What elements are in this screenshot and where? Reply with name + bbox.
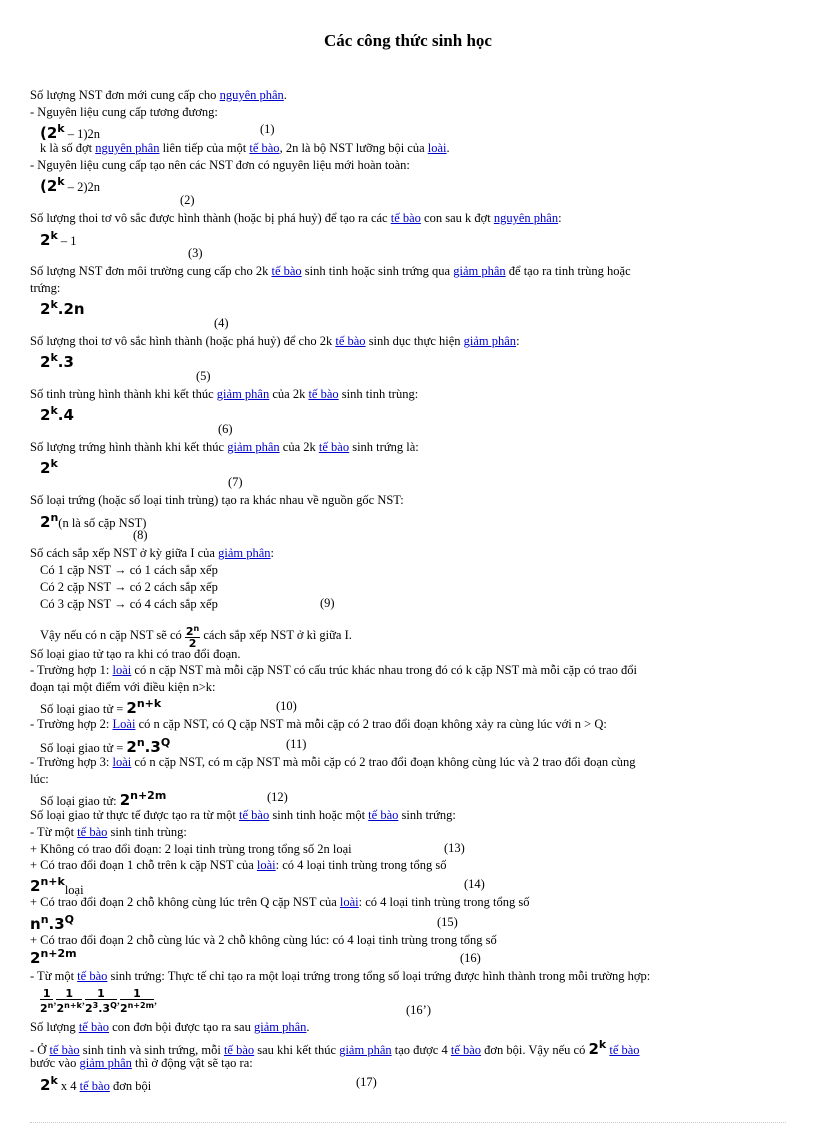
fraction-2n-over-2: $\frac{2^n}{2}$ xyxy=(185,624,200,651)
link-loai[interactable]: loài xyxy=(339,895,359,909)
line-khong-trao-doi: + Không có trao đổi đoạn: 2 loại tinh trùng trong tổng số 2n loại xyxy=(30,842,352,856)
formula-16: $2^{n+2m}$ xyxy=(30,947,77,967)
link-te-bao[interactable]: tế bào xyxy=(368,808,399,822)
fraction-1-over-2nk: $\frac{1}{2^{n+k}}$ xyxy=(56,987,82,1016)
line-o-te-bao: - Ở tế bào sinh tinh và sinh trứng, mỗi tế bào sau khi kết thúc giảm phân tạo được 4 tế bào đơn bội. Vậy nếu có 2$^k$ tế bào xyxy=(30,1038,640,1058)
link-loai[interactable]: loài xyxy=(427,141,447,155)
formula-11: Số loại giao tử = $2^n.3^Q$ xyxy=(40,736,171,756)
line-case-2: Có 2 cặp NST → có 2 cách sắp xếp xyxy=(40,580,218,594)
link-loai[interactable]: loài xyxy=(256,858,276,872)
formula-4: 2$^k$.3 xyxy=(40,351,74,371)
line-giao-tu-trao-doi: Số loại giao tử tạo ra khi có trao đổi đoạn. xyxy=(30,647,241,661)
link-te-bao[interactable]: tế bào xyxy=(450,1043,482,1057)
link-te-bao[interactable]: tế bào xyxy=(271,264,302,278)
eq-number-16b: (16’) xyxy=(406,1003,431,1017)
formula-2: 2$^k$ – 1 xyxy=(40,229,77,249)
line-thoi-to-sinh-duc: Số lượng thoi tơ vô sắc hình thành (hoặc phá huỷ) để cho 2k tế bào sinh dục thực hiện giảm phân: xyxy=(30,334,520,348)
line-truong-hop-1b: đoạn tại một điểm với điều kiện n>k: xyxy=(30,680,216,694)
link-loai[interactable]: loài xyxy=(112,663,132,677)
formula-1b: (2$^k$ – 2)2n xyxy=(40,175,101,195)
link-nguyen-phan[interactable]: nguyên phân xyxy=(493,211,559,225)
link-te-bao[interactable]: tế bào xyxy=(223,1043,255,1057)
line-truong-hop-3: - Trường hợp 3: loài có n cặp NST, có m cặp NST mà mỗi cặp có 2 trao đổi đoạn không cùng lúc và 2 trao đổi đoạn cùng xyxy=(30,755,636,769)
line-tu-mot-te-bao: - Từ một tế bào sinh tinh trùng: xyxy=(30,825,187,839)
link-giam-phan[interactable]: giảm phân xyxy=(216,387,270,401)
formula-3: 2$^k$.2n xyxy=(40,298,85,318)
eq-number-12: (12) xyxy=(267,790,288,804)
eq-number-14: (14) xyxy=(464,877,485,891)
fraction-1-over-23-3q: $\frac{1}{2^3.3^Q}$ xyxy=(84,987,117,1016)
page-title: Các công thức sinh học xyxy=(324,31,492,50)
eq-number-10: (10) xyxy=(276,699,297,713)
eq-number-3: (3) xyxy=(188,246,203,260)
line-nst-moi-truong: Số lượng NST đơn môi trường cung cấp cho 2k tế bào sinh tinh hoặc sinh trứng qua giảm phân để tạo ra tinh trùng hoặc xyxy=(30,264,631,278)
link-giam-phan[interactable]: giảm phân xyxy=(253,1020,307,1034)
link-te-bao[interactable]: tế bào xyxy=(318,440,350,454)
line-nst-count: Số lượng NST đơn mới cung cấp cho nguyên phân. xyxy=(30,88,287,102)
link-te-bao[interactable]: tế bào xyxy=(77,969,108,983)
line-tu-mot-te-bao-trung: - Từ một tế bào sinh trứng: Thực tế chỉ tạo ra một loại trứng trong tổng số loại trứng được hình thành trong mỗi trường hợp: xyxy=(30,969,651,983)
eq-number-6: (6) xyxy=(218,422,233,436)
formula-12: Số loại giao tử: $2^{n+2m}$ xyxy=(40,789,167,809)
line-sap-xep: Số cách sắp xếp NST ở kỳ giữa I của giảm phân: xyxy=(30,546,275,560)
link-te-bao[interactable]: tế bào xyxy=(390,211,421,225)
formula-1: (2$^k$ – 1)2n xyxy=(40,122,101,142)
line-case-1: Có 1 cặp NST → có 1 cách sắp xếp xyxy=(40,563,218,577)
line-vay-neu: Vậy nếu có n cặp NST sẽ có $\frac{2^n}{2}$ cách sắp xếp NST ở kì giữa I. xyxy=(40,624,352,651)
line-trung: trứng: xyxy=(30,281,61,295)
link-te-bao[interactable]: tế bào xyxy=(49,1043,80,1057)
link-loai-cap[interactable]: Loài xyxy=(112,717,136,731)
eq-number-1: (1) xyxy=(260,122,275,136)
line-trao-doi-1-cho: + Có trao đổi đoạn 1 chỗ trên k cặp NST của loài: có 4 loại tinh trùng trong tổng số xyxy=(30,858,447,872)
link-giam-phan[interactable]: giảm phân xyxy=(218,546,271,560)
line-giao-tu-thuc-te: Số loại giao tử thực tế được tạo ra từ một tế bào sinh tinh hoặc một tế bào sinh trứng: xyxy=(30,808,456,822)
eq-number-9: (9) xyxy=(320,596,335,610)
formula-14: $2^{n+k}loại$ xyxy=(30,875,84,897)
formula-5: 2$^k$.4 xyxy=(40,404,74,424)
link-nguyen-phan[interactable]: nguyên phân xyxy=(219,88,284,102)
link-te-bao[interactable]: tế bào xyxy=(335,334,366,348)
eq-number-17: (17) xyxy=(356,1075,377,1089)
line-trao-doi-cung-luc: + Có trao đổi đoạn 2 chỗ cùng lúc và 2 chỗ không cùng lúc: có 4 loại tinh trùng trong tổng số xyxy=(30,933,497,947)
fraction-1-over-2n: $\frac{1}{2^n}$ xyxy=(40,987,54,1016)
eq-number-11: (11) xyxy=(286,737,307,751)
formula-6: 2$^k$ xyxy=(40,457,58,477)
line-te-bao-don-boi: Số lượng tế bào con đơn bội được tạo ra sau giảm phân. xyxy=(30,1020,310,1034)
line-nguyen-lieu-moi: - Nguyên liệu cung cấp tạo nên các NST đơn có nguyên liệu mới hoàn toàn: xyxy=(30,158,410,172)
eq-number-16: (16) xyxy=(460,951,481,965)
link-te-bao[interactable]: tế bào xyxy=(77,825,108,839)
line-loai-trung: Số loại trứng (hoặc số loại tinh trùng) tạo ra khác nhau về nguồn gốc NST: xyxy=(30,493,404,507)
link-te-bao[interactable]: tế bào xyxy=(239,808,270,822)
line-trung-count: Số lượng trứng hình thành khi kết thúc giảm phân của 2k tế bào sinh trứng là: xyxy=(30,440,419,454)
line-truong-hop-1: - Trường hợp 1: loài có n cặp NST mà mỗi cặp NST có cấu trúc khác nhau trong đó có k cặp NST mà mỗi cặp có trao đổi xyxy=(30,663,638,677)
link-nguyen-phan[interactable]: nguyên phân xyxy=(95,141,160,155)
eq-number-2: (2) xyxy=(180,193,195,207)
formula-17: 2$^k$ x 4 tế bào đơn bội xyxy=(40,1074,152,1094)
line-trao-doi-2-cho: + Có trao đổi đoạn 2 chỗ không cùng lúc trên Q cặp NST của loài: có 4 loại tinh trùng trong tổng số xyxy=(30,895,530,909)
link-te-bao[interactable]: tế bào xyxy=(78,1020,110,1034)
line-nguyen-lieu: - Nguyên liệu cung cấp tương đương: xyxy=(30,105,218,119)
eq-number-8: (8) xyxy=(133,528,148,542)
link-te-bao[interactable]: tế bào xyxy=(79,1079,110,1093)
line-truong-hop-3b: lúc: xyxy=(30,772,49,786)
link-giam-phan[interactable]: giảm phân xyxy=(463,334,517,348)
link-te-bao[interactable]: tế bào xyxy=(308,387,339,401)
eq-number-5: (5) xyxy=(196,369,211,383)
formula-10: Số loại giao tử = $2^{n+k}$ xyxy=(40,697,162,717)
eq-number-4: (4) xyxy=(214,316,229,330)
link-te-bao[interactable]: tế bào xyxy=(609,1043,640,1057)
eq-number-15: (15) xyxy=(437,915,458,929)
link-giam-phan[interactable]: giảm phân xyxy=(227,440,280,454)
link-giam-phan[interactable]: giảm phân xyxy=(453,264,506,278)
line-truong-hop-2: - Trường hợp 2: Loài có n cặp NST, có Q cặp NST mà mỗi cặp có 2 trao đổi đoạn không xảy ra cùng lúc với n > Q: xyxy=(30,717,607,731)
formula-7: 2$^n$(n là số cặp NST) xyxy=(40,511,147,531)
line-buoc-vao: bước vào giảm phân thì ở động vật sẽ tạo ra: xyxy=(30,1056,253,1070)
formula-16-fractions: $\frac{1}{2^n}$ , $\frac{1}{2^{n+k}}$ , $\frac{1}{2^3.3^Q}$ , $\frac{1}{2^{n+2m}}$ , xyxy=(40,987,158,1016)
link-loai[interactable]: loài xyxy=(112,755,132,769)
line-tinh-trung: Số tinh trùng hình thành khi kết thúc giảm phân của 2k tế bào sinh tinh trùng: xyxy=(30,387,419,401)
eq-number-7: (7) xyxy=(228,475,243,489)
formula-15: $n^n.3^Q$ xyxy=(30,913,75,933)
line-k-desc: k là số đợt nguyên phân liên tiếp của một tế bào, 2n là bộ NST lưỡng bội của loài. xyxy=(40,141,450,155)
link-giam-phan[interactable]: giảm phân xyxy=(339,1043,392,1057)
link-giam-phan[interactable]: giảm phân xyxy=(79,1056,132,1070)
link-te-bao[interactable]: tế bào xyxy=(249,141,280,155)
eq-number-13: (13) xyxy=(444,841,465,855)
line-thoi-to: Số lượng thoi tơ vô sắc được hình thành (hoặc bị phá huỷ) để tạo ra các tế bào con sau k đợt nguyên phân: xyxy=(30,211,562,225)
line-case-3: Có 3 cặp NST → có 4 cách sắp xếp xyxy=(40,597,218,611)
fraction-1-over-2n2m: $\frac{1}{2^{n+2m}}$ xyxy=(120,987,154,1016)
